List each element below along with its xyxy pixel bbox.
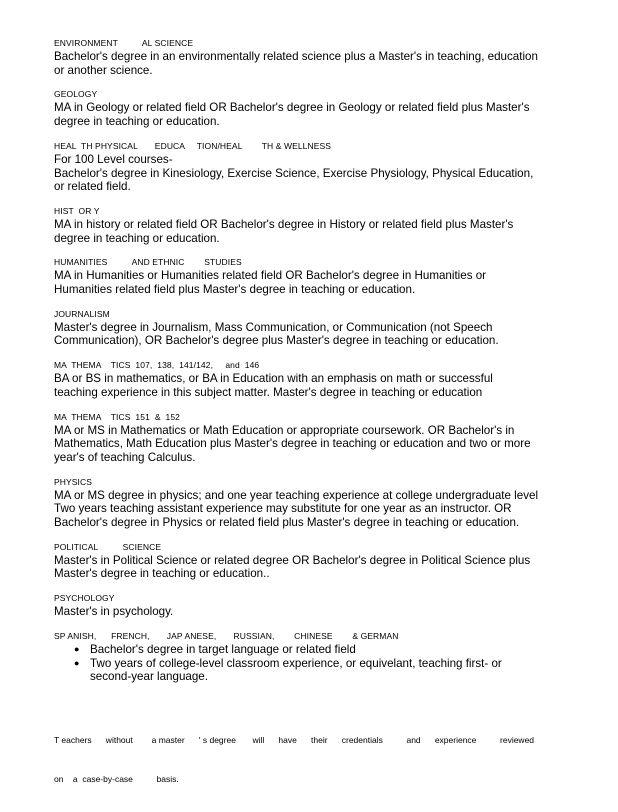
section-body: For 100 Level courses- Bachelor's degree in Kinesiology, Exercise Science, Exercise Physiology, Physical Education, or related field. xyxy=(54,152,534,194)
section-heading: HUMANITIES AND ETHNIC STUDIES xyxy=(54,257,242,268)
section-psychology xyxy=(54,593,574,619)
footnote xyxy=(54,708,574,812)
footnote-line: on a case-by-case basis. xyxy=(54,773,179,784)
section-heading: MA THEMA TICS 151 & 152 xyxy=(54,411,180,422)
section-body: Master's in psychology. xyxy=(54,605,174,619)
section-body: MA or MS in Mathematics or Math Education or appropriate coursework. OR Bachelor's in Mathematics, Math Education plus Master's degree in teaching or education and two or more year's of teaching Calculus. xyxy=(54,423,531,464)
bullet-list xyxy=(54,643,574,684)
section-heading: PSYCHOLOGY xyxy=(54,593,115,604)
section-body: Master's degree in Journalism, Mass Communication, or Communication (not Speech Communication), OR Bachelor's degree plus Master's degree in teaching or education. xyxy=(54,320,499,348)
section-political-science xyxy=(54,542,574,581)
section-mathematics-151 xyxy=(54,412,574,465)
section-heading: JOURNALISM xyxy=(54,308,110,319)
section-heading: SP ANISH, FRENCH, JAP ANESE, RUSSIAN, CHINESE & GERMAN xyxy=(54,630,399,641)
section-body: BA or BS in mathematics, or BA in Education with an emphasis on math or successful teaching experience in this subject matter. Master's degree in teaching or education xyxy=(54,372,493,399)
section-heading: ENVIRONMENT AL SCIENCE xyxy=(54,38,194,48)
document xyxy=(54,38,574,812)
section-physics xyxy=(54,477,574,530)
section-body: MA in history or related field OR Bachelor's degree in History or related field plus Master's degree in teaching or education. xyxy=(54,217,514,245)
section-heading: GEOLOGY xyxy=(54,89,98,100)
section-languages xyxy=(54,631,574,684)
section-humanities xyxy=(54,257,574,296)
section-body: MA or MS degree in physics; and one year teaching experience at college undergraduate level Two years teaching assistant experience may substitute for one year as an instructor. OR Bachelor's degree in Physics or related field plus Master's degree in teaching or education. xyxy=(54,488,539,530)
section-mathematics-107 xyxy=(54,360,574,399)
bullet-item: ● Two years of college-level classroom experience, or equivelant, teaching first- or second-year language. xyxy=(74,657,574,684)
section-body: Master's in Political Science or related degree OR Bachelor's degree in Political Science plus Master's degree in teaching or education.. xyxy=(54,553,531,581)
bullet-item: ● Bachelor's degree in target language or related field xyxy=(74,643,574,657)
section-heading: MA THEMA TICS 107, 138, 141/142, and 146 xyxy=(54,360,260,371)
section-journalism xyxy=(54,309,574,348)
section-heading: PHYSICS xyxy=(54,476,93,487)
section-heading: HEAL TH PHYSICAL EDUCA TION/HEAL TH & WELLNESS xyxy=(54,140,332,151)
section-environmental-science xyxy=(54,38,574,77)
section-geology xyxy=(54,89,574,128)
section-heading: HIST OR Y xyxy=(54,205,100,216)
section-history xyxy=(54,206,574,245)
section-body: MA in Humanities or Humanities related field OR Bachelor's degree in Humanities or Humanities related field plus Master's degree in teaching or education. xyxy=(54,269,487,297)
section-heading: POLITICAL SCIENCE xyxy=(54,541,162,552)
footnote-line: T eachers without a master ' s degree will have their credentials and experience reviewed xyxy=(54,734,535,745)
section-body: Bachelor's degree in an environmentally related science plus a Master's in teaching, education or another science. xyxy=(54,50,538,77)
section-body: MA in Geology or related field OR Bachelor's degree in Geology or related field plus Master's degree in teaching or education. xyxy=(54,101,530,129)
section-health-physical-education xyxy=(54,141,574,194)
